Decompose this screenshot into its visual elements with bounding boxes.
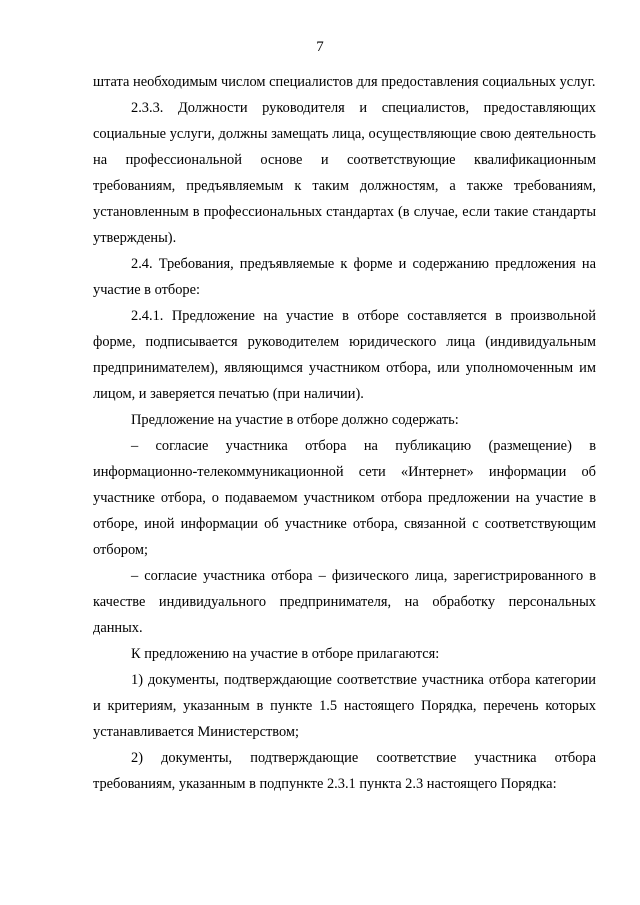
page-number: 7 (316, 39, 324, 55)
list-item-publication-consent: – согласие участника отбора на публикацию (размещение) в информационно-телекоммуникационной сети «Интернет» информации об участнике отбора, о подаваемом участником отбора предложении на участие в отборе, иной информации об участнике отбора, связанной с соответствующим отбором; (93, 438, 596, 558)
paragraph-2-4: 2.4. Требования, предъявляемые к форме и содержанию предложения на участие в отборе: (93, 256, 596, 298)
list-item-attachment-2: 2) документы, подтверждающие соответствие участника отбора требованиям, указанным в подпункте 2.3.1 пункта 2.3 настоящего Порядка: (93, 750, 596, 792)
list-item-attachment-1: 1) документы, подтверждающие соответствие участника отбора категории и критериям, указанным в пункте 1.5 настоящего Порядка, перечень которых устанавливается Министерством; (93, 672, 596, 740)
paragraph-staffing-continuation: штата необходимым числом специалистов для предоставления социальных услуг. (93, 74, 596, 90)
paragraph-2-4-1: 2.4.1. Предложение на участие в отборе составляется в произвольной форме, подписывается руководителем юридического лица (индивидуальным предпринимателем), являющимся участником отбора, или уполномоченным им лицом, и заверяется печатью (при наличии). (93, 308, 596, 402)
list-item-personal-data-consent: – согласие участника отбора – физического лица, зарегистрированного в качестве индивидуального предпринимателя, на обработку персональных данных. (93, 568, 596, 636)
paragraph-2-3-3: 2.3.3. Должности руководителя и специалистов, предоставляющих социальные услуги, должны замещать лица, осуществляющие свою деятельность на профессиональной основе и соответствующие квалификационным требованиям, предъявляемым к таким должностям, а также требованиям, установленным в профессиональных стандартах (в случае, если такие стандарты утверждены). (93, 100, 596, 246)
paragraph-attachments: К предложению на участие в отборе прилагаются: (131, 646, 440, 662)
paragraph-proposal-contents: Предложение на участие в отборе должно содержать: (131, 412, 459, 428)
document-body (93, 69, 596, 797)
